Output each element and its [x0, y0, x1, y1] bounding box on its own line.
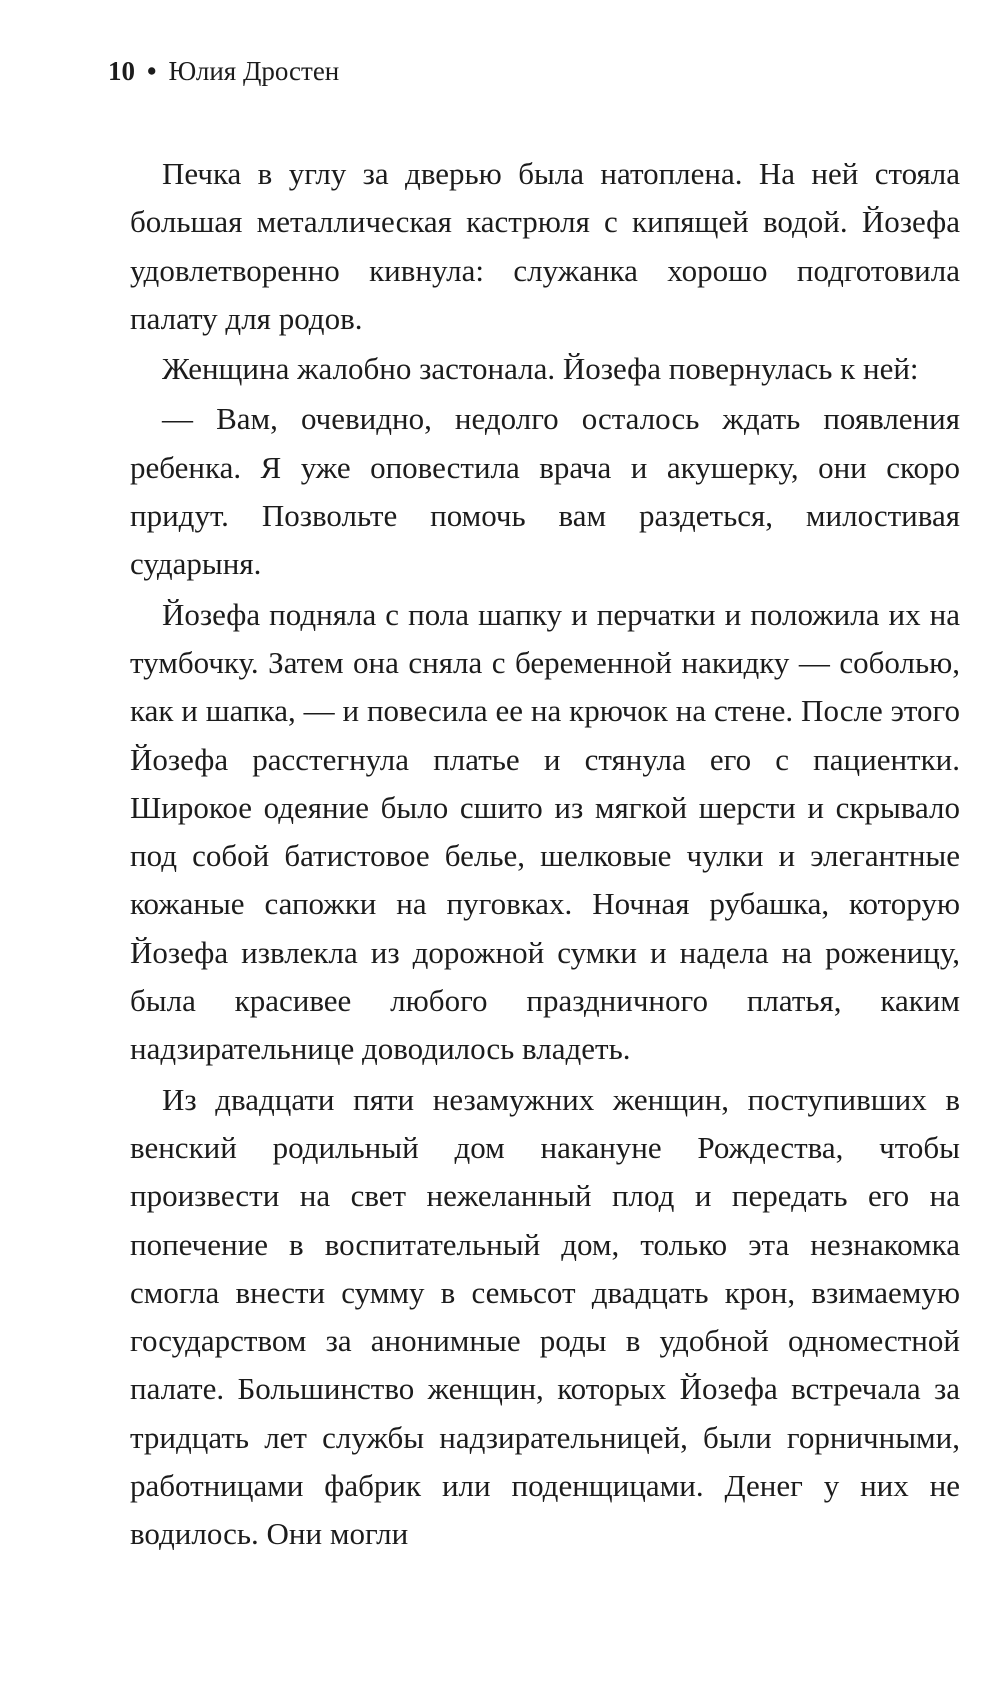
running-head [108, 54, 339, 88]
author-name: Юлия Дростен [168, 56, 340, 86]
header-separator: • [147, 56, 157, 86]
paragraph: — Вам, очевидно, недолго осталось ждать появления ребенка. Я уже оповестила врача и акушерку, они скоро придут. Позвольте помочь вам раздеться, милостивая сударыня. [130, 401, 960, 582]
paragraph: Печка в углу за дверью была натоплена. На ней стояла большая металлическая кастрюля с кипящей водой. Йозефа удовлетворенно кивнула: служанка хорошо подготовила палату для родов. [130, 156, 960, 336]
body-text [130, 150, 960, 1561]
page-number: 10 [108, 56, 135, 86]
paragraph: Йозефа подняла с пола шапку и перчатки и положила их на тумбочку. Затем она сняла с беременной накидку — соболью, как и шапка, — и повесила ее на крючок на стене. После этого Йозефа расстегнула платье и стянула его с пациентки. Широкое одеяние было сшито из мягкой шерсти и скрывало под собой батистовое белье, шелковые чулки и элегантные кожаные сапожки на пуговках. Ночная рубашка, которую Йозефа извлекла из дорожной сумки и надела на роженицу, была красивее любого праздничного платья, каким надзирательнице доводилось владеть. [130, 596, 960, 1067]
paragraph: Из двадцати пяти незамужних женщин, поступивших в венский родильный дом накануне Рождества, чтобы произвести на свет нежеланный плод и передать его на попечение в воспитательный дом, только эта незнакомка смогла внести сумму в семьсот двадцать крон, взимаемую государством за анонимные роды в удобной одноместной палате. Большинство женщин, которых Йозефа встречала за тридцать лет службы надзирательницей, были горничными, работницами фабрик или поденщицами. Денег у них не водилось. Они могли [130, 1081, 960, 1552]
paragraph: Женщина жалобно застонала. Йозефа повернулась к ней: [162, 351, 919, 387]
